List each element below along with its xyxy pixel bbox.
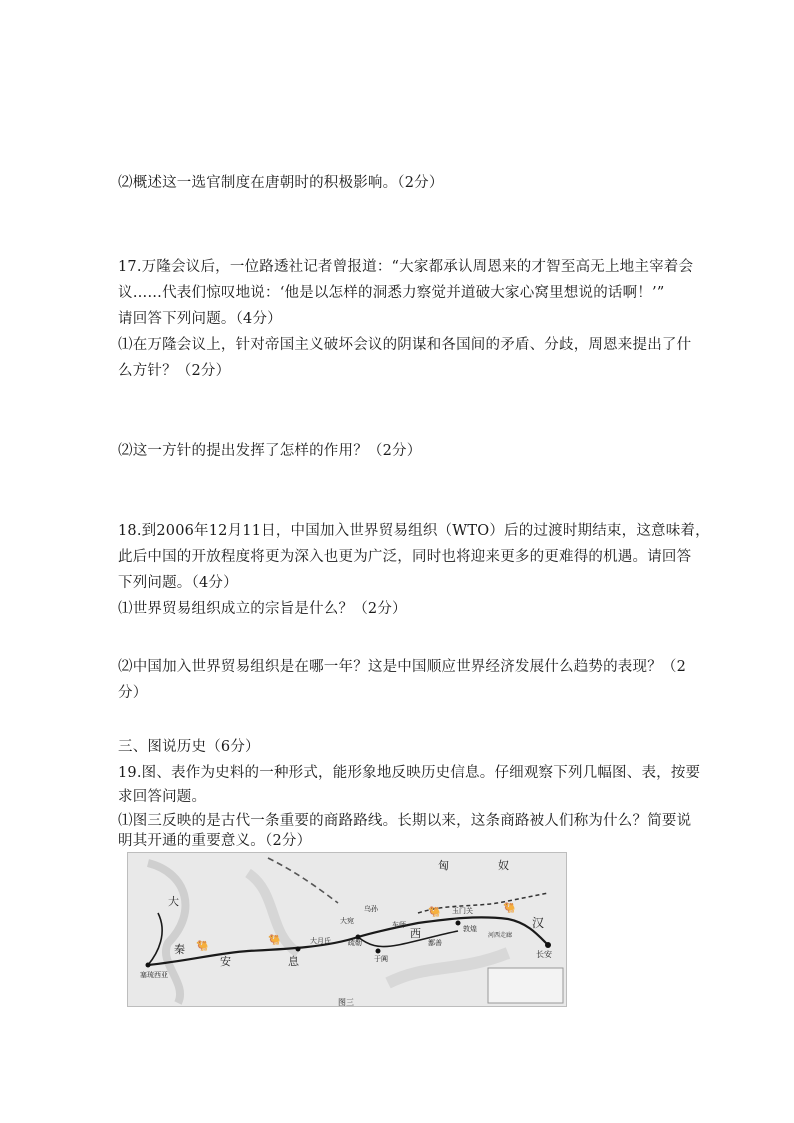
q19-part1-line1: ⑴图三反映的是古代一条重要的商路路线。长期以来，这条商路被人们称为什么？简要说 (118, 813, 692, 829)
label-an: 安 (220, 955, 231, 968)
q17-part1-line1: ⑴在万隆会议上，针对帝国主义破坏会议的阴谋和各国间的矛盾、分歧，周恩来提出了什 (118, 337, 692, 353)
q18-stem-line3: 下列问题。（4分） (118, 575, 238, 591)
svg-text:🐫: 🐫 (268, 935, 281, 946)
svg-text:🐫: 🐫 (503, 903, 516, 914)
label-qin: 秦 (174, 943, 185, 956)
q17-stem-line3: 请回答下列问题。（4分） (118, 311, 282, 327)
label-dunhuang: 敦煌 (463, 925, 477, 933)
q17-part1-line2: 么方针？（2分） (118, 363, 231, 379)
label-hexi: 河西走廊 (488, 932, 513, 939)
silk-road-map (127, 852, 567, 1007)
q19-stem-line1: 19.图、表作为史料的一种形式，能形象地反映历史信息。仔细观察下列几幅图、表，按要 (118, 765, 701, 781)
q16-part2: ⑵概述这一选官制度在唐朝时的积极影响。（2分） (118, 175, 444, 191)
label-xiongnu-1: 匈 (438, 859, 449, 872)
label-yutian: 于阗 (374, 955, 388, 963)
q18-stem-line2: 此后中国的开放程度将更为深入也更为广泛，同时也将迎来更多的更难得的机遇。请回答 (118, 549, 692, 565)
label-shanshan: 鄯善 (428, 939, 442, 947)
q19-stem-line2: 求回答问题。 (118, 789, 207, 805)
q18-part2-line1: ⑵中国加入世界贸易组织是在哪一年？这是中国顺应世界经济发展什么趋势的表现？（2 (118, 659, 687, 675)
section3-heading: 三、图说历史（6分） (118, 739, 260, 755)
svg-text:🐫: 🐫 (196, 941, 209, 952)
q19-part1-line2: 明其开通的重要意义。（2分） (118, 833, 312, 849)
label-dayuan: 大宛 (340, 917, 354, 925)
q17-stem-line2: 议……代表们惊叹地说：‘他是以怎样的洞悉力察觉并道破大家心窝里想说的话啊！’” (118, 285, 665, 301)
label-luoyixi: 塞琉西亚 (140, 971, 168, 979)
label-da: 大 (168, 895, 179, 908)
map-caption: 图三 (338, 998, 354, 1007)
q18-part2-line2: 分） (118, 685, 148, 701)
q17-part2: ⑵这一方针的提出发挥了怎样的作用？（2分） (118, 443, 422, 459)
q18-part1: ⑴世界贸易组织成立的宗旨是什么？（2分） (118, 601, 407, 617)
label-xi-region: 西 (410, 927, 421, 940)
q18-stem-line1: 18.到2006年12月11日，中国加入世界贸易组织（WTO）后的过渡时期结束，这意味着， (118, 523, 710, 539)
label-han: 汉 (532, 916, 545, 930)
label-xiongnu-2: 奴 (498, 859, 509, 872)
label-gaochang: 车师 (392, 921, 406, 929)
label-shule: 疏勒 (348, 939, 362, 947)
label-xi: 息 (288, 955, 299, 968)
svg-text:🐫: 🐫 (428, 907, 441, 918)
label-changan: 长安 (536, 950, 552, 959)
label-wusun: 乌孙 (364, 905, 378, 913)
label-yumenguan: 玉门关 (452, 907, 473, 915)
q17-stem-line1: 17.万隆会议后，一位路透社记者曾报道：“大家都承认周恩来的才智至高无上地主宰着会 (118, 259, 694, 275)
label-damingshi: 大月氏 (310, 937, 331, 945)
